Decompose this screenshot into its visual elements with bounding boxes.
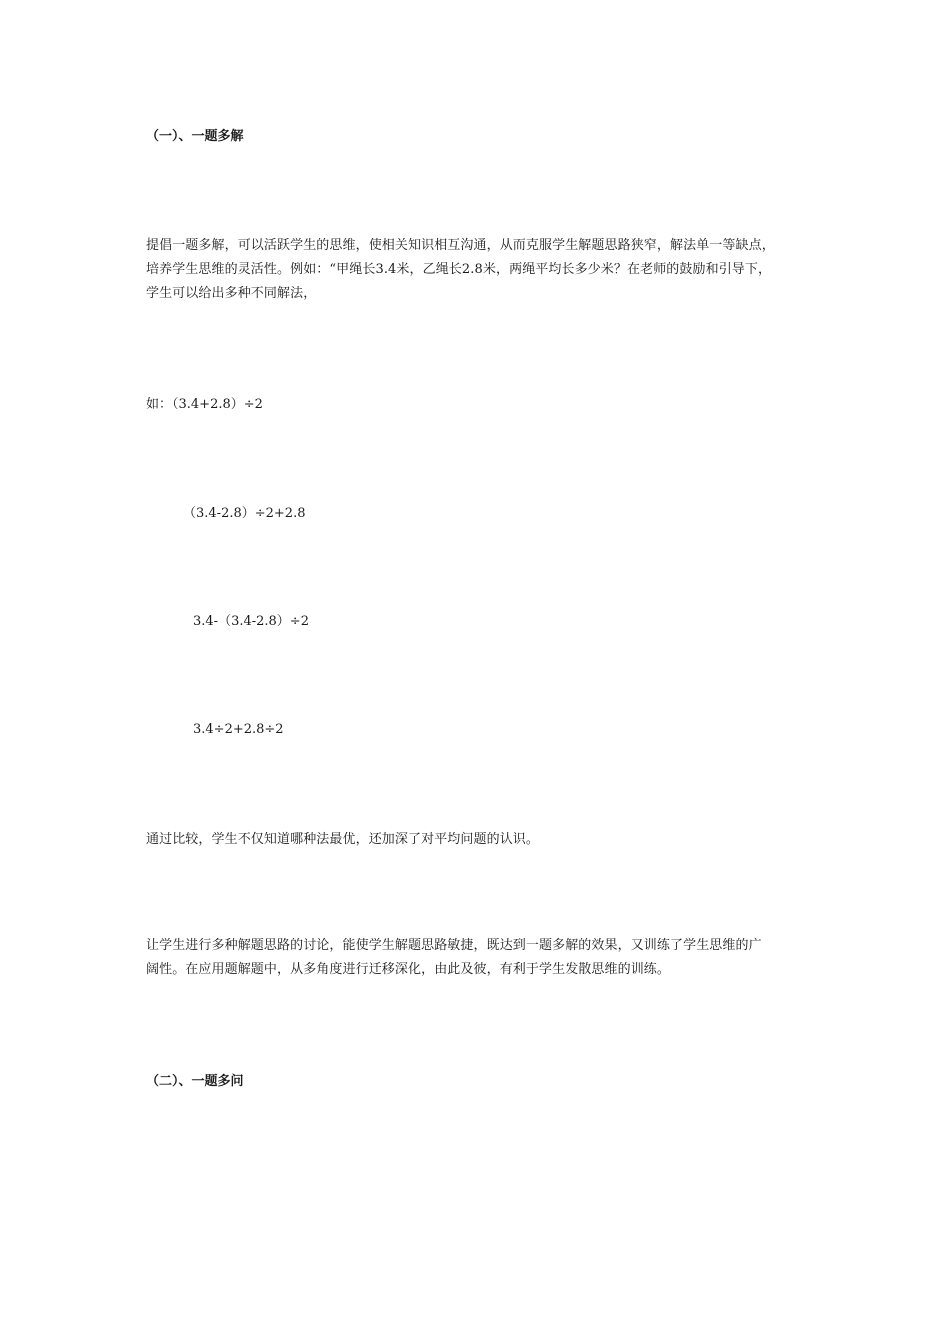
intro-line: 学生可以给出多种不同解法， — [146, 286, 317, 301]
formula-solution-4: 3.4÷2+2.8÷2 — [193, 722, 284, 737]
formula-solution-2: （3.4-2.8）÷2+2.8 — [183, 506, 306, 521]
discussion-line: 阔性。在应用题解题中，从多角度进行迁移深化，由此及彼，有利于学生发散思维的训练。 — [146, 962, 671, 977]
discussion-paragraph — [146, 934, 816, 982]
comparison-line: 通过比较，学生不仅知道哪种法最优，还加深了对平均问题的认识。 — [146, 832, 540, 847]
intro-paragraph — [146, 234, 816, 306]
section-heading-one-problem-many-questions: （二）、一题多问 — [146, 1074, 244, 1089]
comparison-paragraph — [146, 828, 816, 852]
intro-line: 培养学生思维的灵活性。例如：“甲绳长3.4米，乙绳长2.8米，两绳平均长多少米？在老师的鼓励和引导下， — [146, 262, 772, 277]
intro-line: 提倡一题多解，可以活跃学生的思维，使相关知识相互沟通，从而克服学生解题思路狭窄，解法单一等缺点， — [146, 238, 775, 253]
formula-solution-1: 如：（3.4+2.8）÷2 — [146, 397, 263, 412]
section-heading-one-problem-many-solutions: （一）、一题多解 — [146, 129, 244, 144]
formula-solution-3: 3.4-（3.4-2.8）÷2 — [193, 614, 309, 629]
discussion-line: 让学生进行多种解题思路的讨论，能使学生解题思路敏捷，既达到一题多解的效果，又训练了学生思维的广 — [146, 938, 762, 953]
